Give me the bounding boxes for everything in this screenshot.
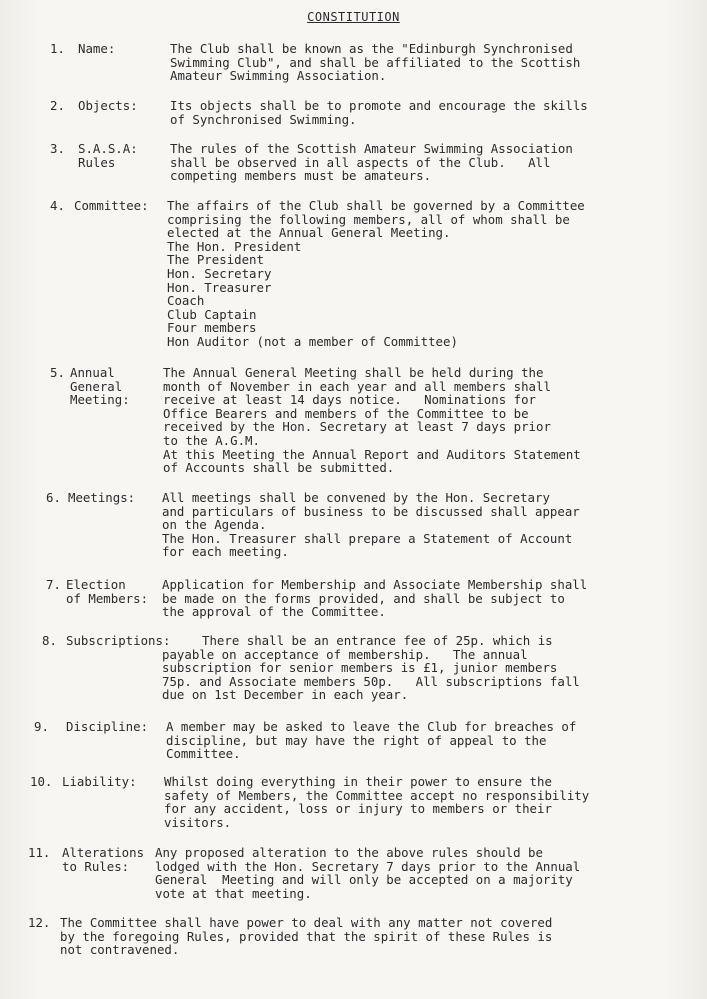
section-heading-line: Rules — [78, 154, 116, 170]
section-text — [162, 634, 580, 702]
section-heading-line: of Members: — [66, 590, 149, 606]
section-heading-line: Election — [66, 577, 126, 592]
section-text-line: The Hon. President — [167, 238, 302, 254]
section-heading — [66, 634, 170, 648]
section-text-line: The Annual General Meeting shall be held during the — [163, 365, 544, 380]
section-text-line: the approval of the Committee. — [162, 604, 386, 620]
section-number: 5. — [50, 365, 65, 380]
section-text-line: to the A.G.M. — [163, 432, 260, 448]
section-text-line: Any proposed alteration to the above rules should be — [155, 845, 543, 860]
section-text — [170, 99, 588, 126]
section-number: 4. — [50, 198, 65, 213]
section-text-line: payable on acceptance of membership. The annual — [162, 646, 528, 662]
section-heading-line: Annual — [70, 365, 115, 380]
section-number: 3. — [50, 141, 65, 156]
section-number: 8. — [42, 633, 57, 648]
section-text-line: All meetings shall be convened by the Hon. Secretary — [162, 490, 550, 505]
section-text — [162, 491, 580, 559]
section-heading-line: Liability: — [62, 774, 137, 789]
section-text-line: be made on the forms provided, and shall be subject to — [162, 590, 565, 606]
section-text-line: Committee. — [166, 746, 241, 762]
section-text-line: visitors. — [164, 814, 232, 830]
section-heading-line: Subscriptions: — [66, 633, 171, 648]
section-text-line: of Synchronised Swimming. — [170, 111, 357, 127]
section-heading-line: Name: — [78, 41, 116, 56]
section-text — [166, 720, 576, 761]
section-text — [170, 42, 580, 83]
section-text-line: lodged with the Hon. Secretary 7 days prior to the Annual — [155, 858, 581, 874]
section-text-line: for each meeting. — [162, 544, 289, 560]
section-heading — [70, 366, 130, 407]
section-text-line: Whilst doing everything in their power to ensure the — [164, 774, 552, 789]
section-text-line: Coach — [167, 293, 205, 309]
section-heading — [68, 491, 135, 505]
section-text-line: subscription for senior members is £1, junior members — [162, 660, 558, 676]
section-heading-line: S.A.S.A: — [78, 141, 138, 156]
section-text — [162, 578, 587, 619]
section-text-line: The Club shall be known as the "Edinburgh Synchronised — [170, 41, 573, 56]
section-heading — [74, 199, 149, 213]
section-text-line: The Committee shall have power to deal with any matter not covered — [60, 915, 553, 930]
section-text-line: on the Agenda. — [162, 517, 267, 533]
section-heading-line: Meeting: — [70, 392, 130, 408]
section-text-line: safety of Members, the Committee accept no responsibility — [164, 787, 590, 803]
section-heading-line: Alterations — [62, 845, 145, 860]
section-text-line: Amateur Swimming Association. — [170, 68, 387, 84]
section-heading — [62, 846, 144, 873]
section-text-line: Swimming Club", and shall be affiliated to the Scottish — [170, 54, 581, 70]
section-heading — [66, 720, 148, 734]
section-text-line: Hon. Treasurer — [167, 279, 272, 295]
section-text-line: Hon. Secretary — [167, 265, 272, 281]
section-heading-line: General — [70, 378, 123, 394]
section-heading-line: Committee: — [74, 198, 149, 213]
section-text-line: month of November in each year and all members shall — [163, 378, 551, 394]
section-text-line: due on 1st December in each year. — [162, 687, 409, 703]
section-text-line: General Meeting and will only be accepted on a majority — [155, 872, 573, 888]
section-number: 11. — [28, 845, 51, 860]
section-heading — [78, 142, 138, 169]
section-text — [170, 142, 573, 183]
section-text-line: comprising the following members, all of whom shall be — [167, 211, 570, 227]
section-heading — [78, 42, 115, 56]
section-text-line: shall be observed in all aspects of the Club. All — [170, 154, 551, 170]
section-number: 9. — [34, 719, 49, 734]
section-heading — [66, 578, 148, 605]
section-number: 7. — [46, 577, 61, 592]
section-text-line: and particulars of business to be discussed shall appear — [162, 503, 580, 519]
section-number: 2. — [50, 98, 65, 113]
section-number: 12. — [28, 915, 51, 930]
section-text-line: receive at least 14 days notice. Nominations for — [163, 392, 536, 408]
section-text-line: elected at the Annual General Meeting. — [167, 225, 451, 241]
section-heading-line: Meetings: — [68, 490, 136, 505]
section-text-line: received by the Hon. Secretary at least 7 days prior — [163, 419, 551, 435]
section-text-line: for any accident, loss or injury to members or their — [164, 801, 552, 817]
section-heading — [62, 775, 137, 789]
section-text-line: Its objects shall be to promote and encourage the skills — [170, 98, 588, 113]
section-text-line: There shall be an entrance fee of 25p. which is — [202, 633, 553, 648]
section-text — [60, 916, 552, 957]
section-text-line: not contravened. — [60, 942, 180, 958]
section-text-line: Application for Membership and Associate Membership shall — [162, 577, 588, 592]
section-text — [164, 775, 589, 829]
section-text — [163, 366, 581, 475]
section-number: 10. — [30, 774, 53, 789]
section-heading-line: to Rules: — [62, 858, 130, 874]
section-text-line: Four members — [167, 320, 257, 336]
section-text-line: of Accounts shall be submitted. — [163, 460, 395, 476]
section-heading — [78, 99, 138, 113]
section-text-line: competing members must be amateurs. — [170, 168, 432, 184]
section-text-line: The President — [167, 252, 264, 268]
section-number: 6. — [46, 490, 61, 505]
section-text-line: At this Meeting the Annual Report and Auditors Statement — [163, 446, 581, 462]
section-text — [155, 846, 580, 900]
section-text-line: The Hon. Treasurer shall prepare a Statement of Account — [162, 530, 573, 546]
section-text-line: The affairs of the Club shall be governed by a Committee — [167, 198, 585, 213]
section-text-line: The rules of the Scottish Amateur Swimming Association — [170, 141, 573, 156]
section-number: 1. — [50, 41, 65, 56]
section-text — [167, 199, 585, 349]
section-text-line: Club Captain — [167, 306, 257, 322]
section-text-line: discipline, but may have the right of appeal to the — [166, 732, 547, 748]
section-heading-line: Objects: — [78, 98, 138, 113]
section-text-line: Office Bearers and members of the Committee to be — [163, 405, 529, 421]
page-title: CONSTITUTION — [307, 10, 400, 24]
section-text-line: A member may be asked to leave the Club for breaches of — [166, 719, 577, 734]
section-text-line: 75p. and Associate members 50p. All subscriptions fall — [162, 673, 580, 689]
section-text-line: vote at that meeting. — [155, 885, 312, 901]
section-heading-line: Discipline: — [66, 719, 149, 734]
section-text-line: Hon Auditor (not a member of Committee) — [167, 333, 458, 349]
section-text-line: by the foregoing Rules, provided that the spirit of these Rules is — [60, 928, 553, 944]
